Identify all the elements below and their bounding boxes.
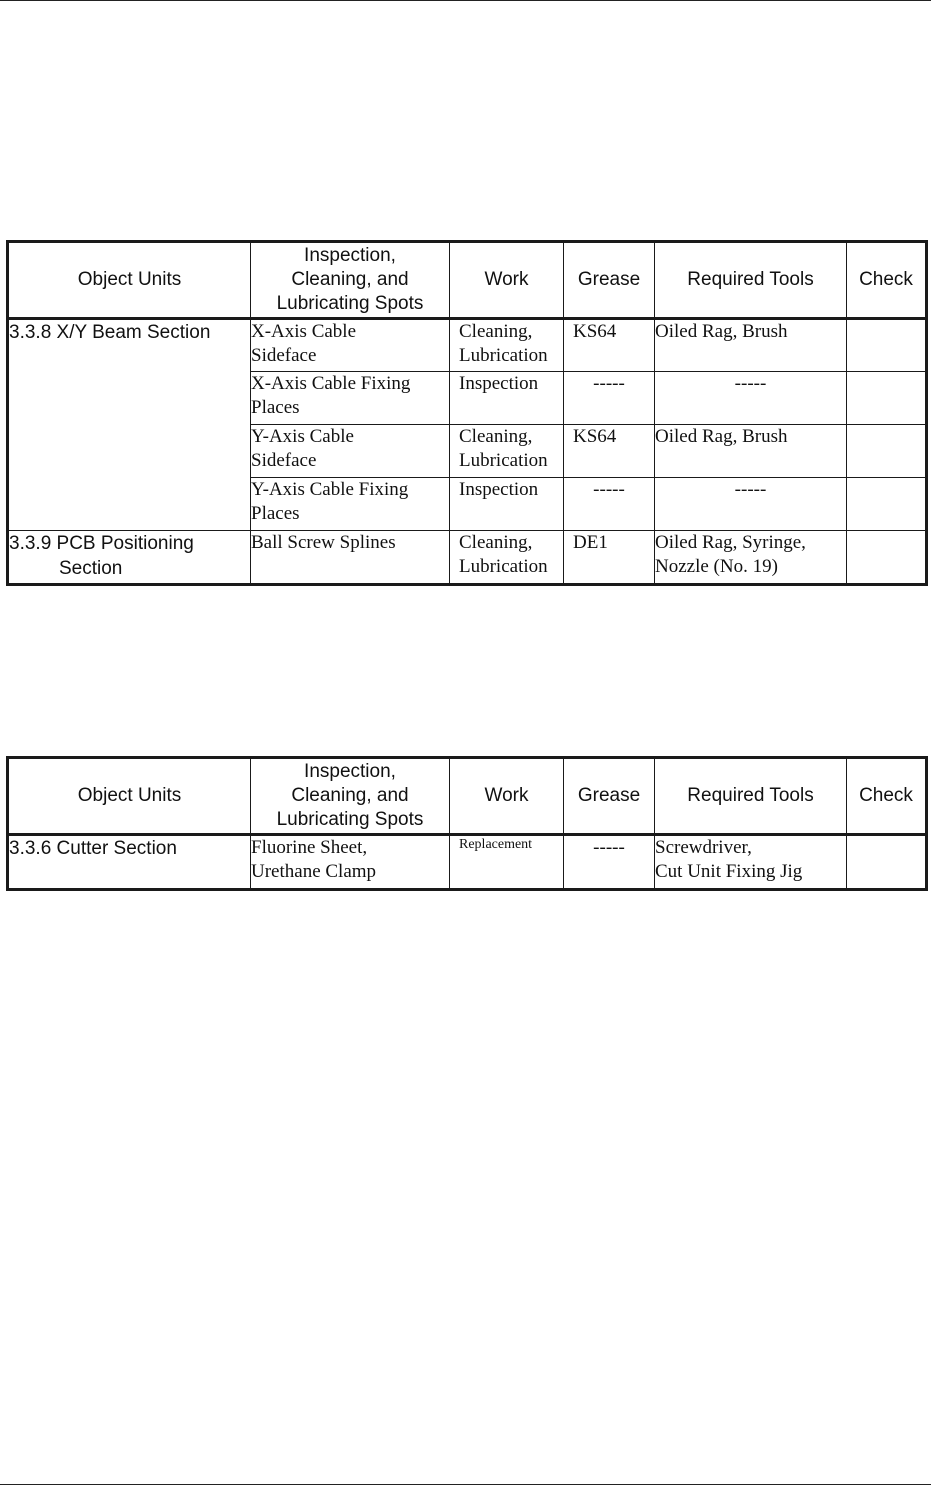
header-spots-line: Inspection, [304,761,396,782]
maintenance-table-beam-pcb [6,240,928,586]
object-unit-xy-beam: 3.3.8 X/Y Beam Section [8,319,251,531]
header-spots [251,758,450,835]
header-row [8,758,927,835]
table-row [8,835,927,890]
grease-cell: DE1 [564,531,655,585]
check-cell[interactable] [847,478,927,531]
object-unit-cutter: 3.3.6 Cutter Section [8,835,251,890]
header-object-units: Object Units [8,242,251,319]
header-work: Work [450,758,564,835]
check-cell[interactable] [847,835,927,890]
check-cell[interactable] [847,319,927,372]
bottom-rule [0,1484,931,1485]
spot-cell: Y-Axis Cable Sideface [251,425,450,478]
header-spots-line: Lubricating Spots [276,293,424,314]
header-object-units: Object Units [8,758,251,835]
header-spots-line: Cleaning, and [291,785,409,806]
spot-cell: Fluorine Sheet, Urethane Clamp [251,835,450,890]
header-spots-line: Inspection, [304,245,396,266]
work-cell: Cleaning, Lubrication [450,319,564,372]
grease-cell: ----- [564,835,655,890]
tools-cell: Oiled Rag, Syringe, Nozzle (No. 19) [655,531,847,585]
check-cell[interactable] [847,372,927,425]
header-grease: Grease [564,758,655,835]
header-spots-text [251,760,449,832]
header-spots-text [251,244,449,316]
maintenance-table-cutter [6,756,928,891]
header-work: Work [450,242,564,319]
grease-cell: ----- [564,478,655,531]
grease-cell: ----- [564,372,655,425]
header-required-tools: Required Tools [655,242,847,319]
tools-cell: ----- [655,372,847,425]
header-spots [251,242,450,319]
header-required-tools: Required Tools [655,758,847,835]
tools-cell: ----- [655,478,847,531]
header-check: Check [847,758,927,835]
tools-cell: Oiled Rag, Brush [655,319,847,372]
work-cell: Inspection [450,372,564,425]
table-row [8,319,927,372]
check-cell[interactable] [847,425,927,478]
work-cell: Cleaning, Lubrication [450,531,564,585]
spot-cell: Y-Axis Cable Fixing Places [251,478,450,531]
header-spots-line: Cleaning, and [291,269,409,290]
work-cell: Replacement [450,835,564,890]
table-row [8,531,927,585]
spot-cell: X-Axis Cable Sideface [251,319,450,372]
grease-cell: KS64 [564,319,655,372]
header-check: Check [847,242,927,319]
header-row [8,242,927,319]
work-cell: Cleaning, Lubrication [450,425,564,478]
header-spots-line: Lubricating Spots [276,809,424,830]
work-cell: Inspection [450,478,564,531]
spot-cell: X-Axis Cable Fixing Places [251,372,450,425]
tools-cell: Oiled Rag, Brush [655,425,847,478]
grease-cell: KS64 [564,425,655,478]
tools-cell: Screwdriver, Cut Unit Fixing Jig [655,835,847,890]
spot-cell: Ball Screw Splines [251,531,450,585]
object-unit-pcb-positioning: 3.3.9 PCB Positioning Section [8,531,251,585]
header-grease: Grease [564,242,655,319]
check-cell[interactable] [847,531,927,585]
top-rule [0,0,931,1]
